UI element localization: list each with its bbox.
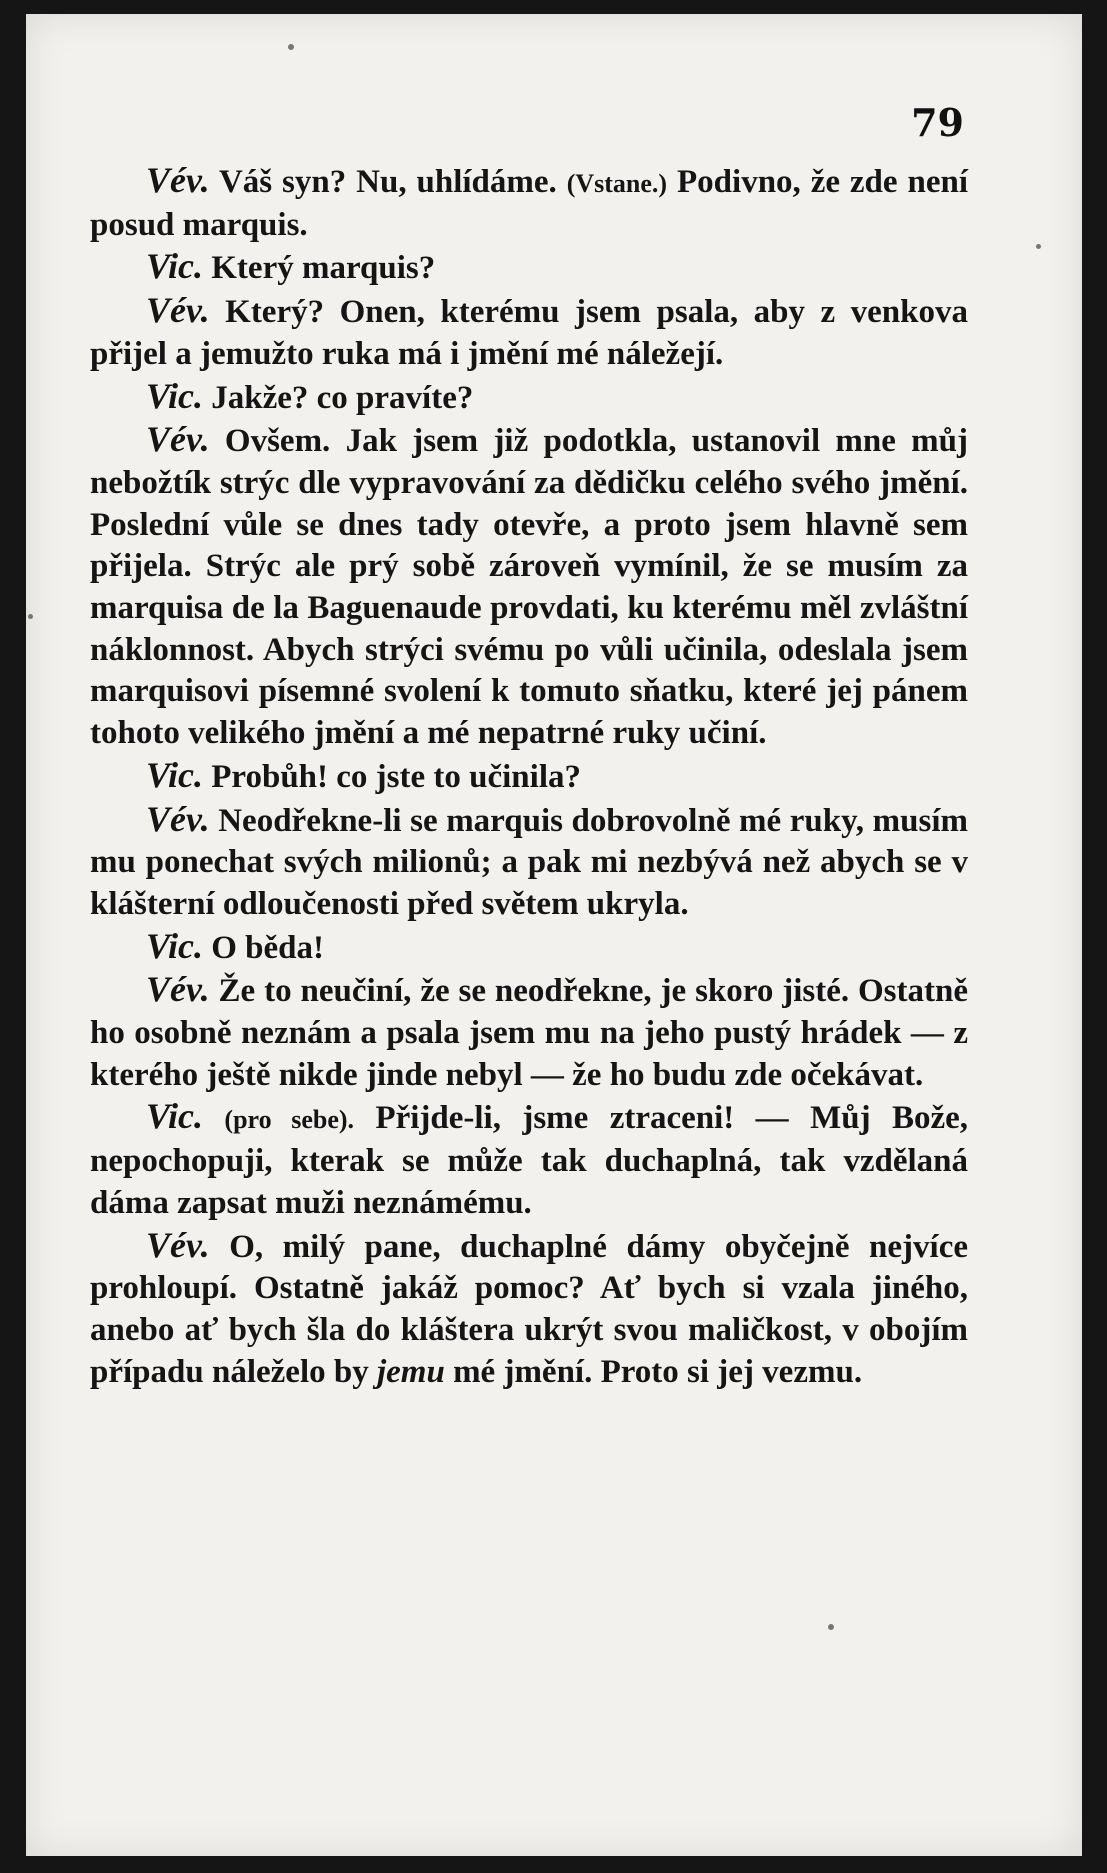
speech-text: Přijde-li, jsme ztraceni! — Můj Bože, nepochopuji, kterak se může tak duchaplná, tak vzdělaná dáma zapsat muži neznámému. xyxy=(90,1100,968,1221)
speech-text: Váš syn? Nu, uhlídáme. xyxy=(209,164,567,200)
dialogue-paragraph xyxy=(90,799,968,926)
speech-text: O běda! xyxy=(203,929,325,966)
dialogue-paragraph xyxy=(90,969,968,1096)
book-page xyxy=(26,14,1082,1856)
dialogue-paragraph xyxy=(90,755,968,799)
dialogue-paragraph xyxy=(90,926,968,970)
paper-speck xyxy=(28,614,33,619)
speaker-name: Vév. xyxy=(146,419,210,460)
speaker-name: Vév. xyxy=(146,1224,210,1265)
dialogue-paragraph xyxy=(90,1096,968,1224)
speaker-name: Vic. xyxy=(146,246,204,287)
page-number: 79 xyxy=(911,100,964,145)
speech-text: mé jmění. Proto si jej vezmu. xyxy=(444,1353,863,1390)
dialogue-paragraph xyxy=(90,246,968,290)
speech-text: Který? Onen, kterému jsem psala, aby z venkova přijel a jemužto ruka má i jmění mé náležejí. xyxy=(90,294,968,372)
dialogue-paragraph xyxy=(90,160,968,246)
stage-direction: (pro sebe). xyxy=(224,1105,355,1135)
speaker-name: Vév. xyxy=(146,798,210,839)
speech-text: O, milý pane, duchaplné dámy obyčejně nejvíce prohloupí. Ostatně jakáž pomoc? Ať bych si vzala jiného, anebo ať bych šla do kláštera ukrýt svou maličkost, v obojím případu náleželo by xyxy=(90,1228,968,1390)
dialogue-paragraph xyxy=(90,290,968,375)
dialogue-paragraph xyxy=(90,419,968,755)
speech-text: Probůh! co jste to učinila? xyxy=(203,758,581,795)
speaker-name: Vic. xyxy=(146,925,204,966)
emphasized-word: jemu xyxy=(376,1353,445,1390)
dialogue-paragraph xyxy=(90,1225,968,1394)
speech-text: Ovšem. Jak jsem již podotkla, ustanovil mne můj nebožtík strýc dle vypravování za dědičku celého svého jmění. Poslední vůle se dnes tady otevře, a proto jsem hlavně sem přijela. Strýc ale prý sobě zároveň vymínil, že se musím za marquisa de la Baguenaude provdati, ku kterému měl zvláštní náklonnost. Abych strýci svému po vůli učinila, odeslala jsem marquisovi písemné svolení k tomuto sňatku, které jej pánem tohoto velikého jmění a mé nepatrné ruky učiní. xyxy=(90,423,968,752)
stage-direction: (Vstane.) xyxy=(566,169,668,198)
speaker-name: Vév. xyxy=(146,290,210,331)
speech-text: Jakže? co pravíte? xyxy=(203,379,474,416)
speech-text: Který marquis? xyxy=(203,250,436,287)
speech-text: Že to neučiní, že se neodřekne, je skoro jisté. Ostatně ho osobně neznám a psala jsem mu na jeho pustý hrádek — z kterého ještě nikde jinde nebyl — že ho budu zde očekávat. xyxy=(90,973,968,1093)
dialogue-paragraph xyxy=(90,376,968,420)
speaker-name: Vév. xyxy=(146,160,210,200)
speech-text: Podivno, že zde není posud marquis. xyxy=(90,164,968,243)
paper-speck xyxy=(288,44,294,50)
paper-speck xyxy=(828,1624,834,1630)
speech-text xyxy=(203,1100,224,1136)
speaker-name: Vic. xyxy=(146,754,204,795)
dialogue-text xyxy=(90,160,968,1393)
speaker-name: Vic. xyxy=(146,1096,204,1137)
paper-speck xyxy=(1036,244,1041,249)
speech-text: Neodřekne-li se marquis dobrovolně mé ruky, musím mu ponechat svých milionů; a pak mi nezbývá než abych se v klášterní odloučenosti před světem ukryla. xyxy=(90,802,968,922)
speaker-name: Vic. xyxy=(146,375,204,416)
speaker-name: Vév. xyxy=(146,969,210,1010)
